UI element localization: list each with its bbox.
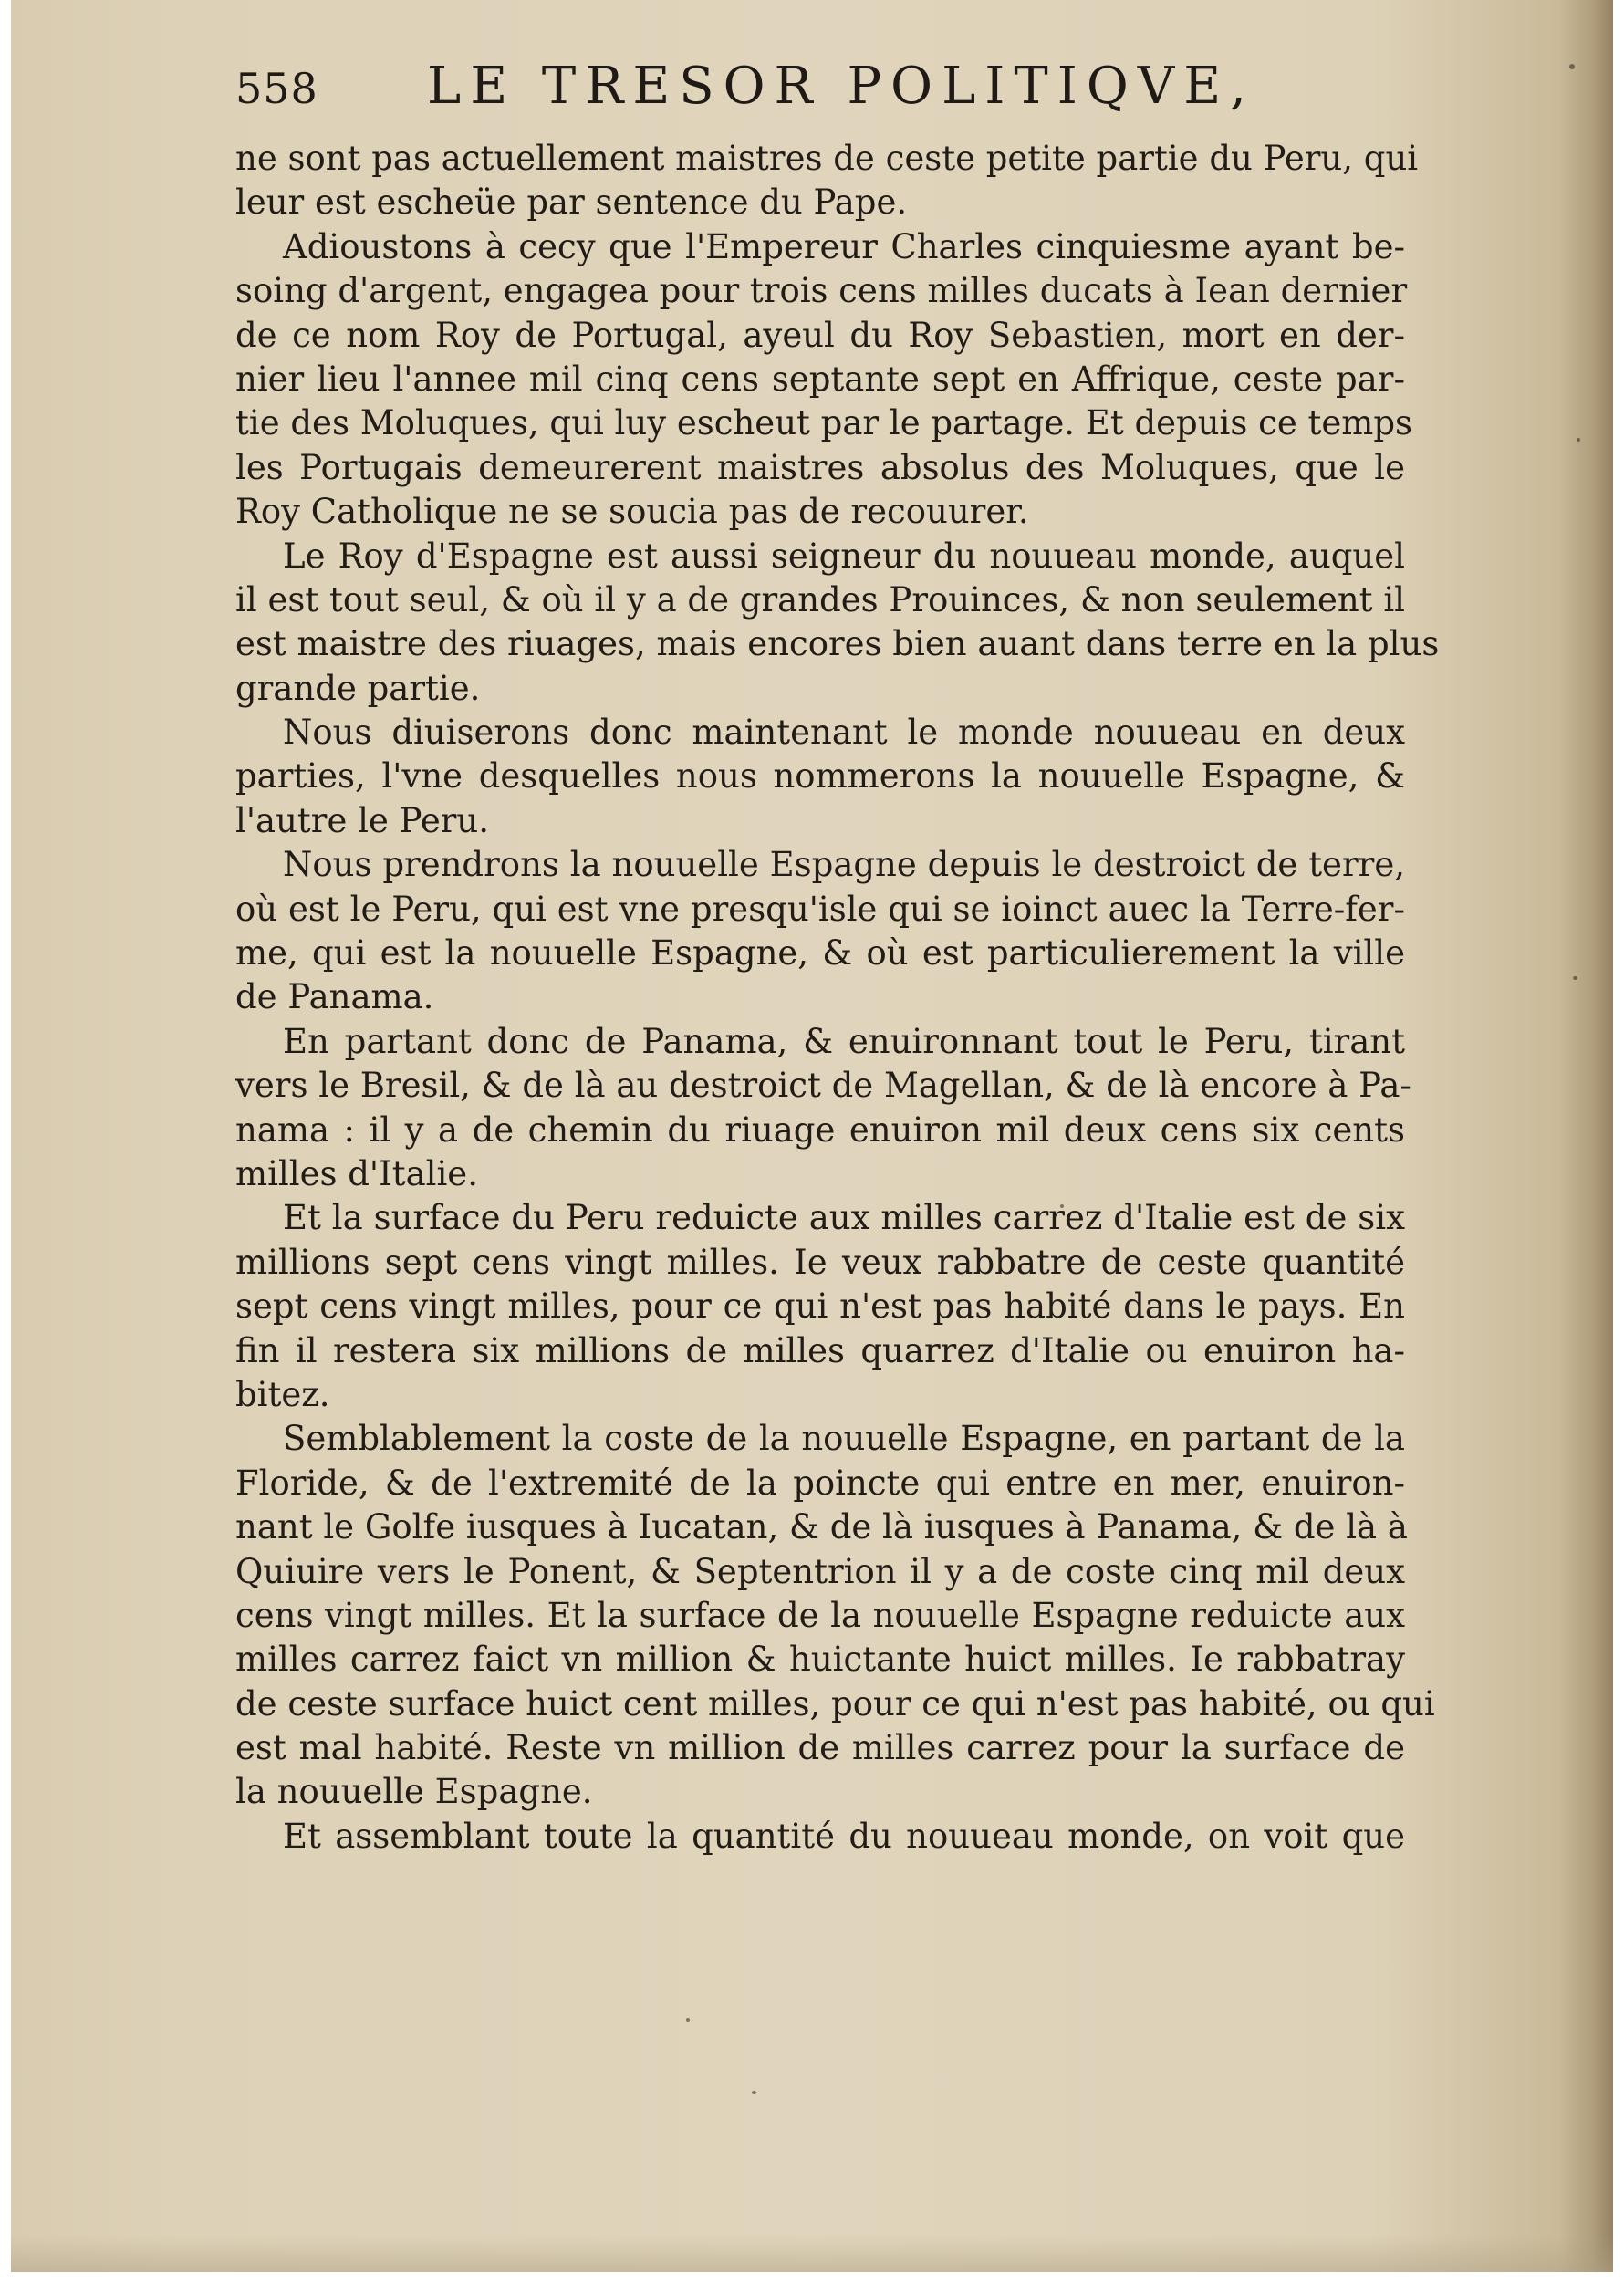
page-edge-shadow (1558, 0, 1613, 2272)
text-line: ne sont pas actuellement maistres de ceste petite partie du Peru, qui (235, 139, 1419, 178)
text-line: nant le Golfe iusques à Iucatan, & de là iusques à Panama, & de là à (235, 1507, 1408, 1547)
text-line: Quiuire vers le Ponent, & Septentrion il y a de coste cinq mil deux (235, 1551, 1405, 1591)
text-line: soing d'argent, engagea pour trois cens milles ducats à Iean dernier (235, 271, 1408, 311)
text-line: de Panama. (235, 977, 434, 1017)
text-line: les Portugais demeurerent maistres absolus des Moluques, que le (235, 447, 1405, 487)
text-line: vers le Bresil, & de là au destroict de Magellan, & de là encore à Pa- (235, 1066, 1411, 1106)
page-number: 558 (235, 64, 318, 113)
text-line: fin il restera six millions de milles quarrez d'Italie ou enuiron ha- (235, 1330, 1405, 1370)
running-title: LE TRESOR POLITIQVE, (427, 57, 1255, 116)
text-line: leur est escheüe par sentence du Pape. (235, 182, 908, 223)
text-line: millions sept cens vingt milles. Ie veux rabbatre de ceste quantité (235, 1242, 1405, 1282)
text-line: il est tout seul, & où il y a de grandes Prouinces, & non seulement il (235, 579, 1405, 620)
ink-speck (1577, 438, 1580, 442)
text-line: est maistre des riuages, mais encores bien auant dans terre en la plus (235, 624, 1440, 664)
page-bottom-shadow (11, 2235, 1613, 2272)
text-line: Et la surface du Peru reduicte aux milles carrez d'Italie est de six (283, 1198, 1405, 1238)
text-line: Le Roy d'Espagne est aussi seigneur du nouueau monde, auquel (283, 536, 1405, 576)
text-line: cens vingt milles. Et la surface de la nouuelle Espagne reduicte aux (235, 1595, 1405, 1635)
paragraph (235, 1196, 1405, 1417)
text-line: Et assemblant toute la quantité du nouueau monde, on voit que (283, 1816, 1405, 1856)
text-line: Semblablement la coste de la nouuelle Espagne, en partant de la (283, 1419, 1405, 1459)
paragraph (235, 1417, 1435, 1815)
text-line: est mal habité. Reste vn million de milles carrez pour la surface de (235, 1728, 1405, 1768)
text-line: la nouuelle Espagne. (235, 1772, 593, 1812)
paragraph (235, 535, 1440, 712)
text-line: milles carrez faict vn million & huictante huict milles. Ie rabbatray (235, 1640, 1405, 1680)
text-line: milles d'Italie. (235, 1153, 478, 1193)
paragraph (235, 711, 1405, 843)
ink-speck (1573, 976, 1577, 980)
text-line: Floride, & de l'extremité de la poincte qui entre en mer, enuiron- (235, 1463, 1405, 1503)
body-text (235, 137, 1440, 1859)
ink-speck (686, 2018, 690, 2022)
text-line: Nous prendrons la nouuelle Espagne depuis le destroict de terre, (283, 845, 1405, 885)
running-head (235, 57, 1421, 130)
text-line: bitez. (235, 1374, 330, 1414)
text-line: où est le Peru, qui est vne presqu'isle qui se ioinct auec la Terre-fer- (235, 889, 1405, 929)
text-line: de ceste surface huict cent milles, pour ce qui n'est pas habité, ou qui (235, 1683, 1435, 1724)
text-line: nier lieu l'annee mil cinq cens septante sept en Affrique, ceste par- (235, 359, 1405, 399)
ink-speck (752, 2091, 756, 2094)
text-line: grande partie. (235, 668, 481, 708)
text-line: nama : il y a de chemin du riuage enuiron mil deux cens six cents (235, 1109, 1405, 1150)
text-line: me, qui est la nouuelle Espagne, & où est particulierement la ville (235, 933, 1405, 974)
paragraph (235, 1020, 1411, 1197)
paragraph (235, 225, 1413, 535)
text-line: Roy Catholique ne se soucia pas de recouurer. (235, 492, 1029, 532)
ink-speck (1569, 64, 1575, 69)
text-line: Adioustons à cecy que l'Empereur Charles cinquiesme ayant be- (283, 226, 1405, 266)
text-line: Nous diuiserons donc maintenant le monde nouueau en deux (283, 713, 1405, 753)
paragraph (235, 1815, 1405, 1859)
paragraph (235, 137, 1419, 225)
text-line: tie des Moluques, qui luy escheut par le partage. Et depuis ce temps (235, 403, 1413, 443)
paragraph (235, 843, 1405, 1020)
text-line: parties, l'vne desquelles nous nommerons la nouuelle Espagne, & (235, 756, 1405, 797)
text-line: de ce nom Roy de Portugal, ayeul du Roy Sebastien, mort en der- (235, 315, 1405, 355)
text-line: sept cens vingt milles, pour ce qui n'est pas habité dans le pays. En (235, 1286, 1405, 1327)
text-line: En partant donc de Panama, & enuironnant tout le Peru, tirant (283, 1021, 1405, 1061)
text-line: l'autre le Peru. (235, 800, 490, 840)
